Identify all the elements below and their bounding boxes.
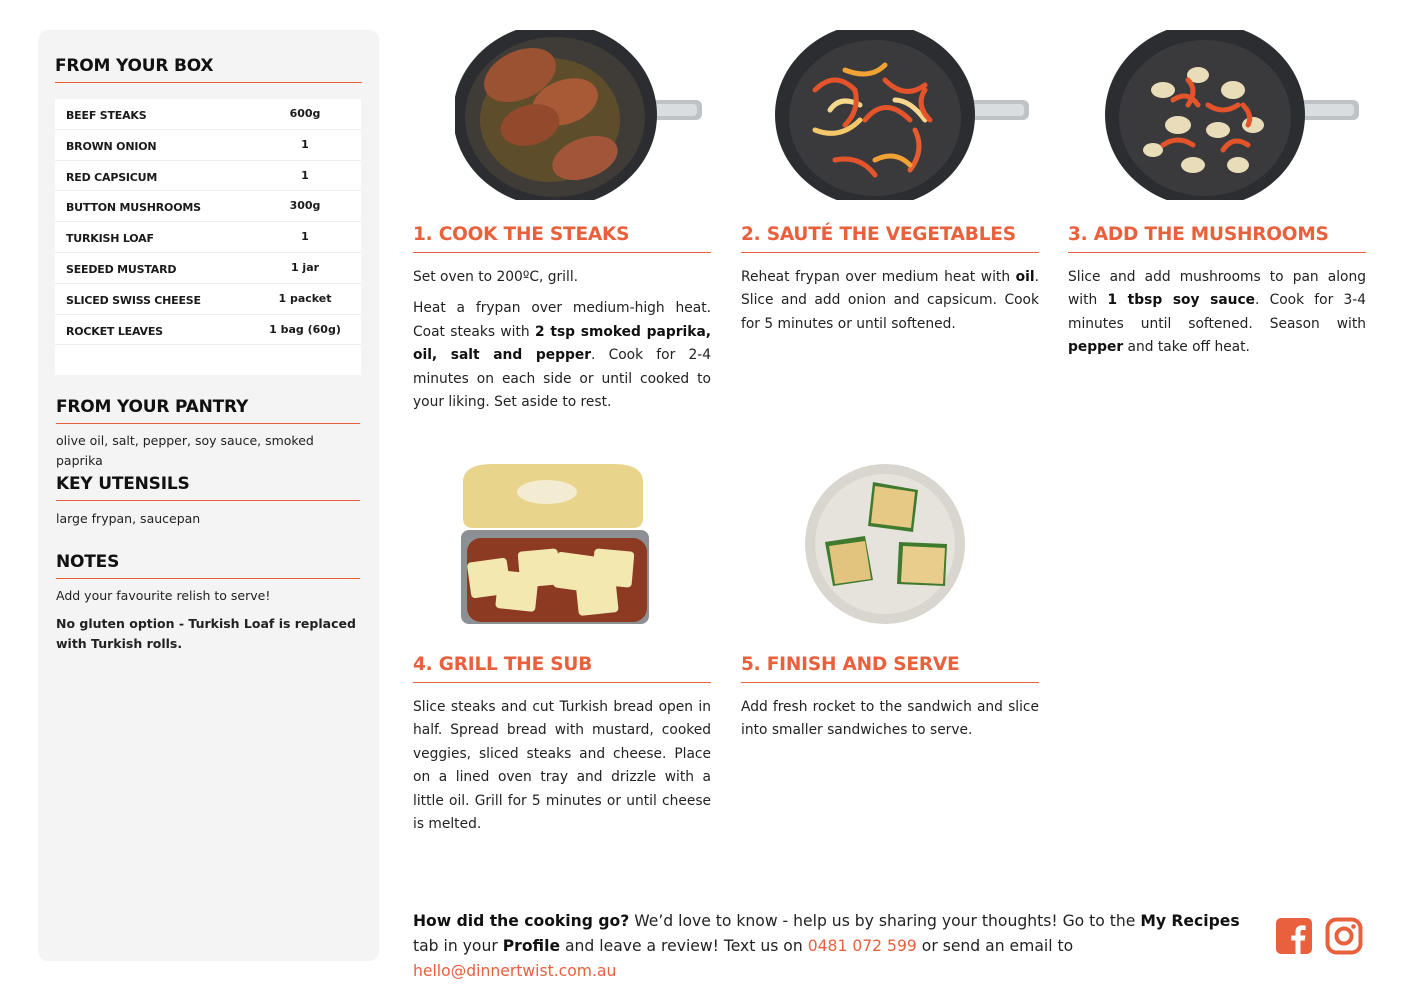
- step-1-seasoning: 2 tsp smoked paprika, oil, salt and pepper: [413, 323, 711, 364]
- ingredient-qty: 1: [301, 168, 309, 182]
- step-3-body: [1068, 266, 1366, 360]
- key-utensils-heading: KEY UTENSILS: [56, 474, 360, 501]
- step-2-title: 2. SAUTÉ THE VEGETABLES: [741, 224, 1039, 253]
- email-link[interactable]: hello@dinnertwist.com.au: [413, 962, 617, 980]
- table-row: [55, 253, 361, 284]
- step-2-text-c: . Slice and add onion and capsicum. Cook for 5 minutes or until softened.: [741, 269, 1039, 332]
- step-5-text: Add fresh rocket to the sandwich and slice into smaller sandwiches to serve.: [741, 699, 1039, 739]
- ingredient-qty: 1 packet: [278, 291, 332, 305]
- table-row: [55, 191, 361, 222]
- table-row: [55, 130, 361, 161]
- ingredient-qty: 1 jar: [290, 260, 320, 274]
- finished-sandwich-plate-image: [803, 462, 969, 626]
- table-row: [55, 99, 361, 130]
- step-5-body: [741, 696, 1039, 743]
- ingredient-name: TURKISH LOAF: [66, 232, 154, 246]
- step-2-oil: oil: [1015, 269, 1035, 285]
- footer-text-4: or send an email to: [916, 937, 1074, 955]
- footer-text-3: and leave a review! Text us on: [560, 937, 808, 955]
- step-3-text-e: and take off heat.: [1123, 339, 1250, 356]
- my-recipes-link[interactable]: My Recipes: [1140, 912, 1240, 930]
- ingredient-qty: 300g: [289, 199, 321, 213]
- step-3-soy-sauce: 1 tbsp soy sauce: [1107, 292, 1256, 309]
- ingredient-name: BEEF STEAKS: [66, 109, 147, 122]
- step-3-title: 3. ADD THE MUSHROOMS: [1068, 224, 1366, 253]
- ingredient-qty: 600g: [289, 107, 321, 120]
- step-4-text: Slice steaks and cut Turkish bread open in half. Spread bread with mustard, cooked veggies, sliced steaks and cheese. Place on a lined oven tray and drizzle with a little oil. Grill for 5 minutes or until cheese is melted.: [413, 699, 711, 833]
- table-row: [55, 284, 361, 315]
- table-row: [55, 222, 361, 253]
- facebook-icon[interactable]: [1275, 917, 1313, 955]
- steaks-in-pan-image: [455, 30, 705, 200]
- mushrooms-in-pan-image: [1103, 30, 1363, 200]
- utensils-text: large frypan, saucepan: [56, 511, 201, 526]
- gluten-note: No gluten option - Turkish Loaf is replaced with Turkish rolls.: [56, 616, 356, 651]
- feedback-footer: [413, 909, 1263, 984]
- ingredient-qty: 1 bag (60g): [269, 322, 341, 336]
- step-3-text-c: . Cook for 3-4 minutes until softened. Season with: [1068, 292, 1366, 332]
- step-4-body: [413, 696, 711, 836]
- ingredient-name: SEEDED MUSTARD: [66, 262, 177, 276]
- profile-link[interactable]: Profile: [502, 937, 561, 955]
- ingredient-name: BUTTON MUSHROOMS: [66, 201, 201, 215]
- from-your-pantry-heading: FROM YOUR PANTRY: [56, 397, 360, 424]
- feedback-question: How did the cooking go?: [413, 912, 630, 930]
- notes-heading: NOTES: [56, 552, 360, 579]
- ingredient-name: SLICED SWISS CHEESE: [66, 293, 201, 307]
- step-3-pepper: pepper: [1068, 339, 1124, 356]
- footer-text-1: We’d love to know - help us by sharing your thoughts! Go to the: [629, 912, 1141, 930]
- ingredient-qty: 1: [301, 230, 309, 244]
- sauteed-vegetables-image: [775, 30, 1035, 200]
- instagram-icon[interactable]: [1325, 917, 1363, 955]
- ingredient-name: BROWN ONION: [66, 139, 157, 153]
- step-3-text-a: Slice and add mushrooms to pan along with: [1068, 269, 1366, 309]
- ingredient-name: ROCKET LEAVES: [66, 324, 163, 338]
- pantry-text: olive oil, salt, pepper, soy sauce, smoked paprika: [56, 433, 314, 468]
- table-row: [55, 161, 361, 192]
- step-1-text-a: Heat a frypan over medium-high heat. Coat steaks with: [413, 300, 711, 340]
- step-5-title: 5. FINISH AND SERVE: [741, 654, 1039, 683]
- step-1-cook-text: [413, 297, 711, 414]
- step-2-text-a: Reheat frypan over medium heat with: [741, 269, 1016, 285]
- footer-text-2: tab in your: [413, 937, 503, 955]
- ingredients-table: [55, 99, 361, 375]
- ingredient-name: RED CAPSICUM: [66, 170, 158, 184]
- notes-text: Add your favourite relish to serve!: [56, 588, 271, 603]
- step-1-title: 1. COOK THE STEAKS: [413, 224, 711, 253]
- grilled-sub-image: [457, 462, 657, 628]
- step-2-body: [741, 266, 1039, 336]
- step-1-text-c: . Cook for 2-4 minutes on each side or until cooked to your liking. Set aside to rest.: [413, 347, 711, 411]
- step-4-title: 4. GRILL THE SUB: [413, 654, 711, 683]
- table-row: [55, 315, 361, 346]
- ingredients-sidebar: [38, 30, 379, 961]
- ingredient-qty: 1: [301, 137, 309, 151]
- step-1-body: [413, 266, 711, 414]
- phone-link[interactable]: 0481 072 599: [807, 937, 917, 955]
- from-your-box-heading: FROM YOUR BOX: [55, 56, 362, 83]
- step-1-oven-text: Set oven to 200ºC, grill.: [413, 269, 579, 285]
